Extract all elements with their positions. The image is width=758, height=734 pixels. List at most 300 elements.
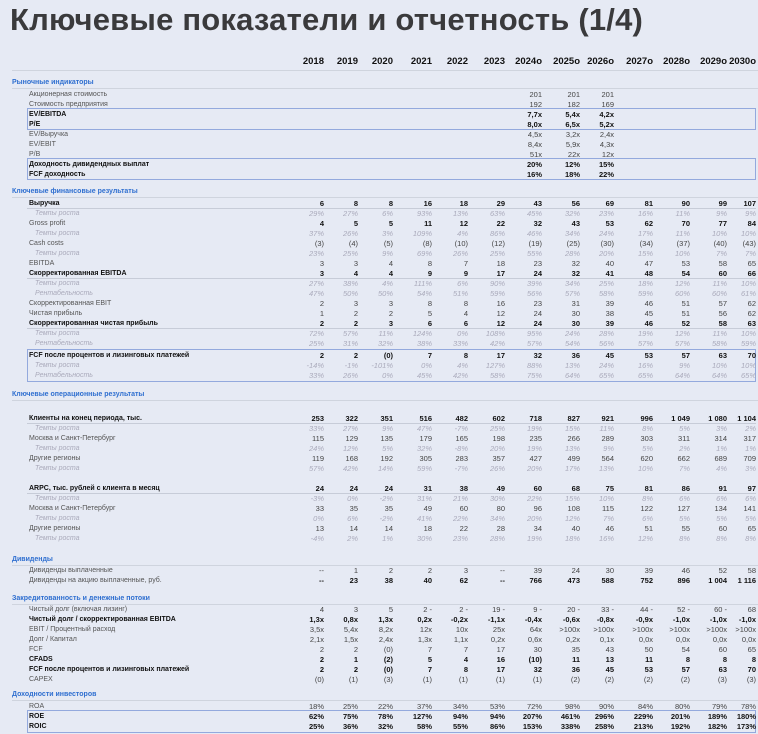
table-cell: 21%	[452, 494, 468, 503]
row-label: Темпы роста	[35, 330, 80, 337]
table-cell: 134	[714, 504, 727, 513]
table-cell: 8	[388, 199, 393, 208]
table-cell: >100x	[593, 625, 614, 634]
table-cell: 357	[492, 454, 505, 463]
table-cell: 49	[423, 504, 432, 513]
table-cell: 115	[312, 434, 324, 443]
table-cell: 0,2x	[565, 635, 580, 644]
table-cell: 996	[640, 414, 653, 423]
table-cell: 135	[380, 434, 393, 443]
table-cell: 499	[567, 454, 580, 463]
table-cell: 24	[315, 484, 324, 493]
table-cell: 20%	[526, 514, 542, 523]
table-cell: 49	[496, 484, 505, 493]
table-cell: 8	[463, 299, 468, 308]
table-cell: 4,3x	[599, 140, 614, 149]
table-cell: 60	[459, 504, 468, 513]
table-cell: 7	[427, 665, 432, 674]
table-cell: (2)	[680, 675, 690, 684]
table-cell: 98%	[564, 702, 580, 711]
row-label: P/E	[29, 121, 41, 128]
table-cell: 9%	[603, 444, 614, 453]
table-cell: 317	[743, 434, 756, 443]
table-cell: 22%	[377, 702, 393, 711]
table-cell: 86%	[489, 722, 505, 731]
table-cell: 70	[747, 351, 756, 360]
table-cell: 473	[567, 576, 580, 585]
table-row	[0, 239, 758, 249]
table-cell: 5,2x	[599, 120, 614, 129]
table-cell: 47	[644, 259, 653, 268]
table-cell: 827	[567, 414, 580, 423]
table-cell: 5,4x	[565, 110, 580, 119]
table-cell: 20%	[526, 160, 542, 169]
table-cell: 5%	[679, 514, 690, 523]
table-cell: 57%	[308, 464, 324, 473]
table-row	[0, 309, 758, 319]
table-cell: 13%	[564, 361, 580, 370]
table-row	[0, 625, 758, 635]
table-cell: 65	[747, 259, 756, 268]
table-cell: 50%	[342, 289, 358, 298]
table-cell: 32	[533, 665, 542, 674]
table-row	[0, 566, 758, 576]
row-label: Cash costs	[29, 240, 64, 247]
table-cell: 5%	[642, 444, 653, 453]
row-label: Другие регионы	[29, 525, 81, 532]
table-cell: 7	[427, 645, 432, 654]
table-cell: 182	[567, 100, 580, 109]
table-cell: -7%	[454, 424, 468, 433]
table-cell: 90%	[489, 279, 505, 288]
table-cell: (25)	[566, 239, 580, 248]
table-row	[0, 150, 758, 160]
table-cell: 13%	[598, 464, 614, 473]
table-cell: 311	[678, 434, 690, 443]
table-cell: 0,0x	[675, 635, 690, 644]
row-label: Темпы роста	[35, 230, 80, 237]
table-cell: 266	[567, 434, 580, 443]
table-cell: 253	[311, 414, 324, 423]
row-label: ROA	[29, 703, 45, 710]
table-cell: 64x	[529, 625, 542, 634]
table-cell: 3	[319, 269, 324, 278]
table-cell: 69%	[416, 249, 432, 258]
table-cell: 91	[718, 484, 727, 493]
table-cell: 9%	[716, 209, 727, 218]
table-cell: 7%	[603, 514, 614, 523]
table-cell: 9	[427, 269, 432, 278]
table-cell: 29%	[308, 209, 324, 218]
table-cell: 63	[747, 319, 756, 328]
table-cell: 2%	[679, 444, 690, 453]
table-cell: 11%	[675, 229, 690, 238]
table-cell: 0,2x	[490, 635, 505, 644]
table-cell: 72%	[308, 329, 324, 338]
table-cell: 6	[319, 199, 324, 208]
table-cell: 0,6x	[527, 635, 542, 644]
table-cell: 201%	[670, 712, 690, 721]
row-label: Рентабельность	[35, 372, 93, 379]
table-cell: 11%	[599, 424, 614, 433]
table-cell: 8	[353, 199, 358, 208]
table-cell: 56%	[526, 289, 542, 298]
table-cell: 53%	[489, 702, 505, 711]
table-cell: 11	[645, 655, 653, 664]
table-cell: 57%	[674, 339, 690, 348]
table-cell: --	[319, 576, 324, 585]
row-label: Темпы роста	[35, 362, 80, 369]
table-cell: 38%	[342, 279, 358, 288]
table-cell: 16	[496, 655, 505, 664]
table-cell: 5	[427, 655, 432, 664]
table-cell: 22%	[452, 514, 468, 523]
table-cell: 3,2x	[565, 130, 580, 139]
row-label: Стоимость предприятия	[29, 101, 108, 108]
table-cell: 314	[714, 434, 727, 443]
table-cell: (0)	[383, 645, 393, 654]
table-row	[0, 514, 758, 524]
table-cell: 26%	[342, 371, 358, 380]
table-cell: 13%	[564, 444, 580, 453]
table-cell: 1%	[716, 444, 727, 453]
table-cell: 11%	[712, 279, 727, 288]
table-cell: 80%	[674, 702, 690, 711]
row-label: P/B	[29, 151, 41, 158]
table-cell: 6%	[642, 514, 653, 523]
table-cell: 115	[602, 504, 614, 513]
table-cell: -1,0x	[709, 615, 727, 624]
table-cell: 57	[718, 299, 727, 308]
table-cell: 201	[601, 90, 614, 99]
table-cell: 65%	[637, 371, 653, 380]
table-cell: 9%	[382, 424, 393, 433]
table-cell: 9%	[745, 209, 756, 218]
table-cell: 10%	[740, 361, 756, 370]
row-label: Долг / Капитал	[29, 636, 77, 643]
table-cell: 5,9x	[565, 140, 580, 149]
table-cell: 36	[571, 665, 580, 674]
table-cell: 20%	[598, 249, 614, 258]
table-cell: -4%	[310, 534, 324, 543]
table-cell: 37%	[308, 229, 324, 238]
row-label: Доходность дивидендных выплат	[29, 161, 150, 168]
table-cell: 86%	[489, 229, 505, 238]
table-cell: (3)	[717, 675, 727, 684]
table-cell: 34%	[489, 514, 505, 523]
row-label: ROE	[29, 713, 45, 720]
table-cell: 32	[533, 219, 542, 228]
table-cell: 43	[533, 199, 542, 208]
table-cell: 7	[463, 645, 468, 654]
header-divider	[12, 70, 758, 71]
table-cell: 322	[345, 414, 358, 423]
table-cell: 46	[644, 319, 653, 328]
table-cell: 90	[681, 199, 690, 208]
row-label: EV/EBIT	[29, 141, 56, 148]
table-cell: 23	[349, 576, 358, 585]
table-cell: 192%	[670, 722, 690, 731]
table-cell: 0,0x	[638, 635, 653, 644]
table-cell: 0%	[382, 371, 393, 380]
table-cell: 26%	[489, 464, 505, 473]
table-cell: (10)	[454, 239, 468, 248]
table-cell: 6%	[679, 494, 690, 503]
table-cell: 28%	[489, 534, 505, 543]
table-cell: 10%	[740, 329, 756, 338]
table-cell: 64%	[674, 371, 690, 380]
table-cell: 14	[349, 524, 358, 533]
table-cell: 35	[349, 504, 358, 513]
table-cell: 15%	[564, 494, 580, 503]
table-cell: 54	[681, 269, 690, 278]
table-cell: 213%	[633, 722, 653, 731]
table-cell: 32%	[564, 209, 580, 218]
table-cell: 229%	[633, 712, 653, 721]
table-cell: 20 -	[567, 605, 580, 614]
table-cell: 31	[571, 299, 580, 308]
table-cell: 3%	[745, 464, 756, 473]
table-cell: 16%	[637, 361, 653, 370]
table-cell: 32%	[377, 722, 393, 731]
table-cell: 235	[529, 434, 542, 443]
table-cell: 25%	[489, 249, 505, 258]
table-cell: 2,4x	[599, 130, 614, 139]
row-label: FCF после процентов и лизинговых платежей	[29, 666, 190, 673]
table-cell: (37)	[676, 239, 690, 248]
row-label: Темпы роста	[35, 495, 80, 502]
table-cell: 94%	[452, 712, 468, 721]
table-cell: 11	[424, 219, 432, 228]
table-row	[0, 484, 758, 494]
table-cell: 59%	[637, 289, 653, 298]
table-cell: 66	[747, 269, 756, 278]
table-cell: 3	[353, 259, 358, 268]
table-cell: 40	[423, 576, 432, 585]
table-cell: -3%	[310, 494, 324, 503]
table-cell: 64%	[711, 371, 727, 380]
table-cell: 60	[718, 269, 727, 278]
table-cell: --	[500, 566, 505, 575]
table-cell: 111%	[413, 279, 432, 288]
table-row	[0, 209, 758, 219]
table-cell: 15%	[564, 424, 580, 433]
table-cell: 10x	[455, 625, 468, 634]
table-cell: 3,5x	[309, 625, 324, 634]
table-cell: 19%	[526, 534, 542, 543]
table-cell: 0,2x	[417, 615, 432, 624]
row-label: ROIC	[29, 723, 47, 730]
table-cell: 4	[353, 269, 358, 278]
table-cell: (8)	[422, 239, 432, 248]
table-cell: 7%	[679, 464, 690, 473]
table-cell: 13%	[452, 209, 468, 218]
row-label: ARPC, тыс. рублей с клиента в месяц	[29, 485, 160, 492]
table-cell: 35	[571, 645, 580, 654]
table-cell: 15%	[637, 249, 653, 258]
table-cell: 8	[427, 299, 432, 308]
table-cell: 78%	[740, 702, 756, 711]
table-cell: 15%	[598, 160, 614, 169]
table-cell: 2	[388, 309, 393, 318]
table-cell: (30)	[600, 239, 614, 248]
table-cell: 24	[571, 566, 580, 575]
table-cell: 18	[459, 199, 468, 208]
year-column-header: 2028о	[663, 56, 690, 67]
table-cell: 0,0x	[712, 635, 727, 644]
table-cell: >100x	[706, 625, 727, 634]
table-cell: 38	[384, 576, 393, 585]
table-cell: 8%	[642, 424, 653, 433]
table-cell: 0%	[347, 494, 358, 503]
table-cell: 51	[681, 299, 690, 308]
table-cell: 1	[353, 655, 358, 664]
table-row	[0, 702, 758, 712]
row-label: FCF доходность	[29, 171, 86, 178]
table-cell: 33	[315, 504, 324, 513]
table-cell: 19%	[526, 444, 542, 453]
table-cell: 20%	[489, 444, 505, 453]
year-column-header: 2019	[336, 56, 358, 67]
table-cell: 50%	[377, 289, 393, 298]
section-title: Рыночные индикаторы	[12, 79, 94, 86]
table-row	[0, 120, 758, 130]
year-column-header: 2025о	[553, 56, 580, 67]
table-cell: 427	[529, 454, 542, 463]
table-cell: 46	[605, 524, 614, 533]
table-cell: 1 049	[671, 414, 690, 423]
table-cell: 6%	[716, 494, 727, 503]
table-cell: 60%	[711, 289, 727, 298]
table-cell: 169	[601, 100, 614, 109]
table-cell: 77	[718, 219, 727, 228]
table-cell: 1,1x	[453, 635, 468, 644]
table-cell: 1,3x	[309, 615, 324, 624]
table-cell: -0,2x	[450, 615, 468, 624]
table-row	[0, 722, 758, 732]
table-cell: 52	[681, 319, 690, 328]
table-cell: 192	[380, 454, 393, 463]
row-label: Чистая прибыль	[29, 310, 83, 317]
table-cell: 33%	[308, 371, 324, 380]
table-cell: 4	[463, 309, 468, 318]
table-cell: 29	[496, 199, 505, 208]
table-cell: (2)	[570, 675, 580, 684]
year-column-header: 2026о	[587, 56, 614, 67]
table-cell: (19)	[528, 239, 542, 248]
row-label: Скорректированная чистая прибыль	[29, 320, 158, 327]
table-cell: (1)	[458, 675, 468, 684]
table-row	[0, 160, 758, 170]
table-cell: --	[319, 566, 324, 575]
table-cell: 2	[353, 309, 358, 318]
table-cell: 17%	[637, 229, 653, 238]
table-row	[0, 414, 758, 424]
table-cell: 58%	[416, 722, 432, 731]
table-cell: 45%	[416, 371, 432, 380]
table-cell: 84%	[637, 702, 653, 711]
table-cell: 75	[605, 484, 614, 493]
table-cell: -2%	[379, 514, 393, 523]
table-row	[0, 269, 758, 279]
row-label: EV/EBITDA	[29, 111, 67, 118]
table-cell: 36	[571, 351, 580, 360]
table-cell: 192	[529, 100, 542, 109]
table-cell: 58	[747, 566, 756, 575]
table-cell: 45	[644, 309, 653, 318]
table-cell: 68	[747, 605, 756, 614]
year-column-header: 2018	[302, 56, 324, 67]
table-cell: 8,2x	[378, 625, 393, 634]
row-label: Темпы роста	[35, 515, 80, 522]
table-cell: 42%	[452, 371, 468, 380]
table-cell: 198	[492, 434, 505, 443]
table-cell: 24	[533, 319, 542, 328]
table-cell: 2	[353, 665, 358, 674]
table-cell: >100x	[669, 625, 690, 634]
table-cell: 17	[496, 269, 505, 278]
table-cell: 5	[427, 309, 432, 318]
table-cell: 201	[567, 90, 580, 99]
table-cell: 28%	[564, 249, 580, 258]
table-cell: 8	[463, 665, 468, 674]
table-cell: 60 -	[714, 605, 727, 614]
table-cell: 1,5x	[343, 635, 358, 644]
table-cell: 179	[419, 434, 432, 443]
table-row	[0, 665, 758, 675]
table-cell: 127	[677, 504, 690, 513]
table-cell: 189%	[707, 712, 727, 721]
table-cell: 2	[319, 665, 324, 674]
table-cell: 62%	[308, 712, 324, 721]
table-row	[0, 100, 758, 110]
table-cell: 662	[677, 454, 690, 463]
table-cell: 16%	[637, 209, 653, 218]
table-cell: 62	[459, 576, 468, 585]
table-cell: 22%	[598, 170, 614, 179]
table-cell: 28%	[598, 329, 614, 338]
table-cell: 2 -	[459, 605, 468, 614]
table-cell: 30%	[489, 494, 505, 503]
table-cell: 12%	[674, 279, 690, 288]
table-cell: 25x	[492, 625, 505, 634]
table-row	[0, 524, 758, 534]
table-cell: 12	[496, 319, 505, 328]
row-label: Темпы роста	[35, 535, 80, 542]
table-cell: 1	[319, 309, 324, 318]
table-cell: 516	[419, 414, 432, 423]
table-cell: 8	[685, 655, 690, 664]
table-cell: 1,3x	[378, 615, 393, 624]
table-cell: 38%	[416, 339, 432, 348]
table-cell: (0)	[383, 351, 393, 360]
table-cell: 75%	[526, 371, 542, 380]
table-cell: 31%	[342, 339, 358, 348]
table-cell: (4)	[348, 239, 358, 248]
table-cell: 44 -	[640, 605, 653, 614]
table-row	[0, 645, 758, 655]
table-cell: 53	[605, 219, 614, 228]
page-title: Ключевые показатели и отчетность (1/4)	[10, 2, 644, 37]
year-column-header: 2030о	[729, 56, 756, 67]
table-row	[0, 130, 758, 140]
table-cell: 11	[572, 655, 580, 664]
table-cell: (0)	[383, 665, 393, 674]
table-cell: 65%	[598, 371, 614, 380]
table-cell: 63%	[489, 209, 505, 218]
table-cell: 13	[605, 655, 614, 664]
table-cell: 34%	[452, 702, 468, 711]
